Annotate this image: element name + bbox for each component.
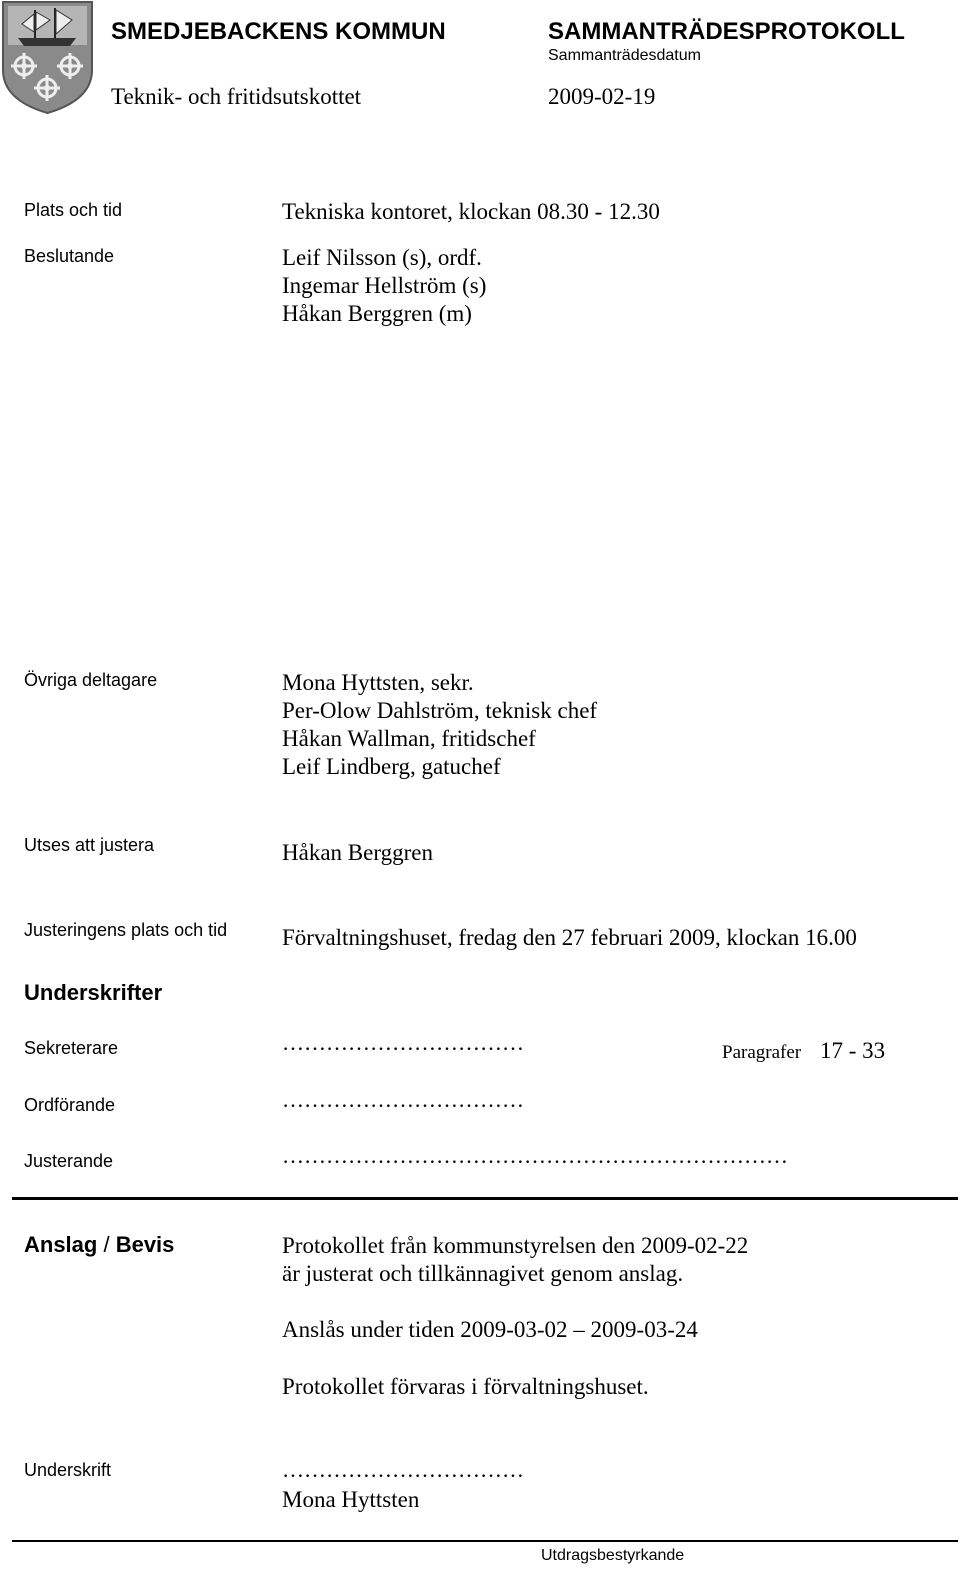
paragrafer-value: 17 - 33 <box>820 1038 886 1063</box>
ordforande-label: Ordförande <box>24 1095 116 1115</box>
beslutande-member: Leif Nilsson (s), ordf. <box>282 245 482 270</box>
anslag-heading-part1: Anslag <box>24 1232 98 1257</box>
underskrift-name: Mona Hyttsten <box>282 1487 420 1512</box>
anslag-heading-part2: Bevis <box>115 1232 175 1257</box>
ovriga-participant: Per-Olow Dahlström, teknisk chef <box>282 698 598 723</box>
underskrift-label: Underskrift <box>24 1460 112 1480</box>
justerande-label: Justerande <box>24 1151 114 1171</box>
utses-value: Håkan Berggren <box>282 840 433 865</box>
municipality-name: SMEDJEBACKENS KOMMUN <box>111 18 446 45</box>
beslutande-member: Håkan Berggren (m) <box>282 301 472 326</box>
meeting-date-label: Sammanträdesdatum <box>548 47 701 64</box>
section-divider <box>12 1197 958 1200</box>
justerande-signature-line: …………………………………………………………… <box>282 1143 788 1168</box>
ovriga-participant: Håkan Wallman, fritidschef <box>282 726 536 751</box>
ordforande-signature-line: …………………………… <box>282 1087 524 1112</box>
anslag-line-1: Protokollet från kommunstyrelsen den 2009-02-22 <box>282 1233 749 1258</box>
signatures-heading: Underskrifter <box>24 980 163 1005</box>
plats-label: Plats och tid <box>24 200 123 220</box>
beslutande-label: Beslutande <box>24 246 115 266</box>
municipality-logo <box>0 0 95 115</box>
footer-divider <box>12 1540 958 1542</box>
document-type: SAMMANTRÄDESPROTOKOLL <box>548 18 905 45</box>
underskrift-signature-line: …………………………… <box>282 1457 524 1482</box>
anslag-period: Anslås under tiden 2009-03-02 – 2009-03-24 <box>282 1317 698 1342</box>
ovriga-participant: Mona Hyttsten, sekr. <box>282 670 474 695</box>
justering-value: Förvaltningshuset, fredag den 27 februari 2009, klockan 16.00 <box>282 925 857 950</box>
anslag-storage: Protokollet förvaras i förvaltningshuset. <box>282 1374 649 1399</box>
utses-label: Utses att justera <box>24 835 155 855</box>
paragrafer-label: Paragrafer <box>722 1042 802 1063</box>
beslutande-member: Ingemar Hellström (s) <box>282 273 487 298</box>
anslag-heading-separator: / <box>97 1232 116 1257</box>
plats-value: Tekniska kontoret, klockan 08.30 - 12.30 <box>282 199 660 224</box>
justering-label: Justeringens plats och tid <box>24 920 228 940</box>
coat-of-arms-icon <box>0 0 95 115</box>
footer-label: Utdragsbestyrkande <box>541 1547 685 1564</box>
sekreterare-label: Sekreterare <box>24 1038 119 1058</box>
sekreterare-signature-line: …………………………… <box>282 1030 524 1055</box>
ovriga-participant: Leif Lindberg, gatuchef <box>282 754 501 779</box>
meeting-date: 2009-02-19 <box>548 84 656 109</box>
anslag-line-2: är justerat och tillkännagivet genom anslag. <box>282 1261 684 1286</box>
ovriga-label: Övriga deltagare <box>24 670 158 690</box>
committee-name: Teknik- och fritidsutskottet <box>111 84 362 109</box>
anslag-heading <box>24 1232 174 1258</box>
